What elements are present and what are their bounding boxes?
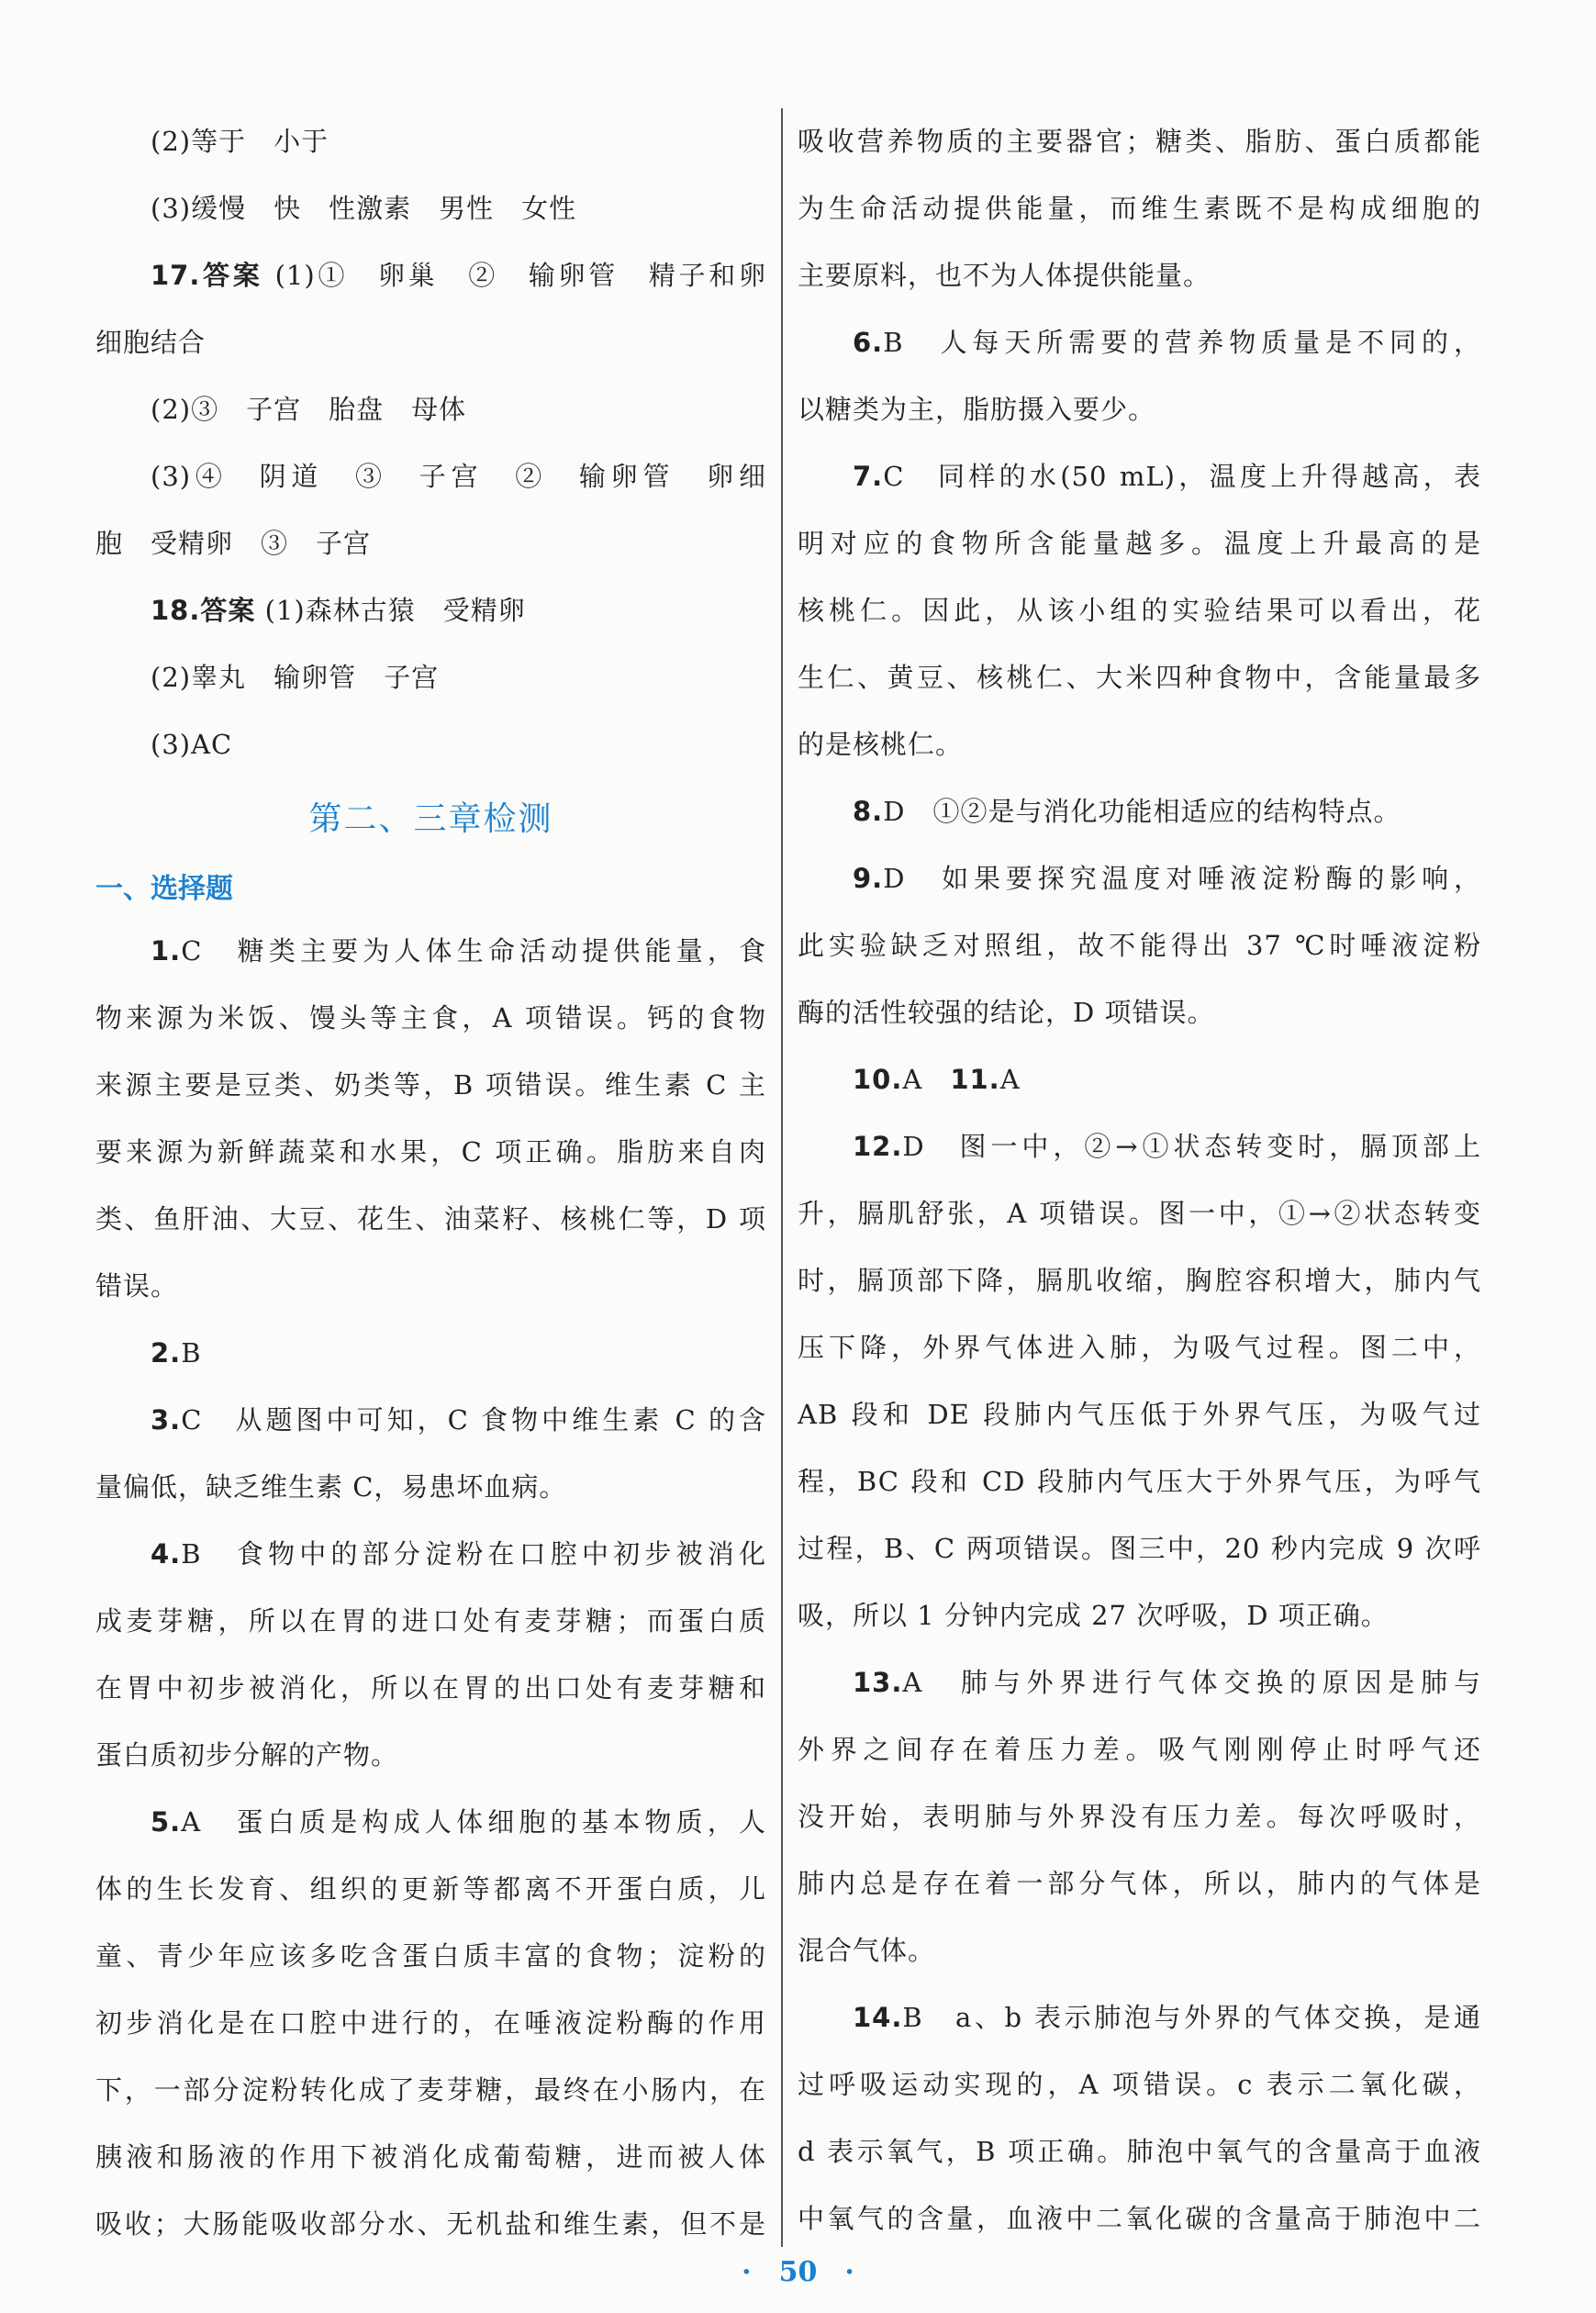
text-line: 外界之间存在着压力差。吸气刚刚停止时呼气还 xyxy=(798,1734,1481,1765)
text-line: (2)等于 小于 xyxy=(151,126,329,157)
text-line: 初步消化是在口腔中进行的，在唾液淀粉酶的作用 xyxy=(95,2007,766,2039)
text-line: 肺内总是存在着一部分气体，所以，肺内的气体是 xyxy=(798,1868,1481,1899)
text: C 同样的水(50 mL)，温度上升得越高，表 xyxy=(883,461,1481,492)
page-number-value: 50 xyxy=(778,2256,818,2288)
text-line: 过呼吸运动实现的，A 项错误。c 表示二氧化碳， xyxy=(798,2069,1481,2100)
text-line: 来源主要是豆类、奶类等，B 项错误。维生素 C 主 xyxy=(95,1069,766,1101)
text-line: 混合气体。 xyxy=(798,1935,936,1966)
page-number xyxy=(0,2256,1596,2288)
text-line: 中氧气的含量，血液中二氧化碳的含量高于肺泡中二 xyxy=(798,2203,1481,2234)
text-line: 升，膈肌舒张，A 项错误。图一中，①→②状态转变 xyxy=(798,1198,1481,1229)
text-line: 胞 受精卵 ③ 子宫 xyxy=(95,528,372,559)
text-line: 体的生长发育、组织的更新等都离不开蛋白质，儿 xyxy=(95,1873,766,1905)
text-line: 的是核桃仁。 xyxy=(798,729,964,760)
question-number: 12. xyxy=(853,1131,903,1162)
question-number: 10. xyxy=(853,1064,903,1095)
question-5 xyxy=(95,1789,766,1856)
text-line: 童、青少年应该多吃含蛋白质丰富的食物；淀粉的 xyxy=(95,1940,766,1972)
question-8 xyxy=(798,778,1481,845)
text: C 糖类主要为人体生命活动提供能量，食 xyxy=(181,935,766,967)
text-line: 过程，B、C 两项错误。图三中，20 秒内完成 9 次呼 xyxy=(798,1533,1481,1564)
text-line: 吸收营养物质的主要器官；糖类、脂肪、蛋白质都能 xyxy=(798,126,1481,157)
text-line: 成麦芽糖，所以在胃的进口处有麦芽糖；而蛋白质 xyxy=(95,1605,766,1637)
question-number: 5. xyxy=(151,1806,182,1838)
left-column xyxy=(95,108,766,2258)
question-4 xyxy=(95,1521,766,1588)
text-line: 量偏低，缺乏维生素 C，易患坏血病。 xyxy=(95,1471,567,1503)
text-line: 下，一部分淀粉转化成了麦芽糖，最终在小肠内，在 xyxy=(95,2074,766,2106)
text: B 食物中的部分淀粉在口腔中初步被消化 xyxy=(181,1538,766,1570)
text-line: 在胃中初步被消化，所以在胃的出口处有麦芽糖和 xyxy=(95,1672,766,1704)
text: D ①②是与消化功能相适应的结构特点。 xyxy=(883,796,1401,827)
question-2 xyxy=(95,1320,766,1387)
question-number: 7. xyxy=(853,461,884,492)
question-number: 1. xyxy=(151,935,182,967)
question-number: 13. xyxy=(853,1667,903,1698)
question-14 xyxy=(798,1984,1481,2051)
text: B a、b 表示肺泡与外界的气体交换，是通 xyxy=(902,2002,1481,2033)
text-line: (2)③ 子宫 胎盘 母体 xyxy=(151,394,467,425)
text-line: 物来源为米饭、馒头等主食，A 项错误。钙的食物 xyxy=(95,1002,766,1034)
bullet-right: · xyxy=(844,2256,854,2288)
text: C 从题图中可知，C 食物中维生素 C 的含 xyxy=(181,1404,766,1436)
question-13 xyxy=(798,1649,1481,1716)
text-line: 为生命活动提供能量，而维生素既不是构成细胞的 xyxy=(798,193,1481,224)
text: D 图一中，②→①状态转变时，膈顶部上 xyxy=(902,1131,1481,1162)
text-line: AB 段和 DE 段肺内气压低于外界气压，为吸气过 xyxy=(798,1399,1481,1430)
question-10-11 xyxy=(798,1046,1481,1113)
text-line: 错误。 xyxy=(95,1270,179,1302)
question-number: 2. xyxy=(151,1337,182,1369)
text-line: 以糖类为主，脂肪摄入要少。 xyxy=(798,394,1156,425)
right-column xyxy=(798,108,1481,2252)
question-number: 17. xyxy=(151,260,201,291)
text-line: (3)缓慢 快 性激素 男性 女性 xyxy=(151,193,577,224)
question-number: 9. xyxy=(853,863,884,894)
text-line: 明对应的食物所含能量越多。温度上升最高的是 xyxy=(798,528,1481,559)
question-number: 4. xyxy=(151,1538,182,1570)
question-number: 14. xyxy=(853,2002,903,2033)
text: A 肺与外界进行气体交换的原因是肺与 xyxy=(902,1667,1481,1698)
text-line: 主要原料，也不为人体提供能量。 xyxy=(798,260,1211,291)
text-line: (2)睾丸 输卵管 子宫 xyxy=(151,662,440,693)
question-number: 11. xyxy=(950,1064,1000,1095)
question-number: 18. xyxy=(151,595,201,626)
question-number: 6. xyxy=(853,327,884,358)
question-12 xyxy=(798,1113,1481,1180)
text-line: 细胞结合 xyxy=(95,327,206,358)
question-9 xyxy=(798,845,1481,912)
text-line: 时，膈顶部下降，膈肌收缩，胸腔容积增大，肺内气 xyxy=(798,1265,1481,1296)
column-divider xyxy=(781,108,783,2247)
text-line: 此实验缺乏对照组，故不能得出 37 ℃时唾液淀粉 xyxy=(798,930,1481,961)
text: A xyxy=(999,1064,1021,1095)
bullet-left: · xyxy=(742,2256,752,2288)
text-line: 程，BC 段和 CD 段肺内气压大于外界气压，为呼气 xyxy=(798,1466,1481,1497)
text-line: d 表示氧气，B 项正确。肺泡中氧气的含量高于血液 xyxy=(798,2136,1481,2167)
question-17 xyxy=(95,242,766,309)
section-title: 第二、三章检测 xyxy=(308,800,553,838)
text: (1)① 卵巢 ② 输卵管 精子和卵 xyxy=(262,260,766,291)
text-line: 吸，所以 1 分钟内完成 27 次呼吸，D 项正确。 xyxy=(798,1600,1389,1631)
text-line: 胰液和肠液的作用下被消化成葡萄糖，进而被人体 xyxy=(95,2141,766,2173)
question-18 xyxy=(95,577,766,644)
text: (1)森林古猿 受精卵 xyxy=(255,595,526,626)
text-line: 压下降，外界气体进入肺，为吸气过程。图二中， xyxy=(798,1332,1481,1363)
text-line: 类、鱼肝油、大豆、花生、油菜籽、核桃仁等，D 项 xyxy=(95,1203,766,1235)
text: B xyxy=(181,1337,202,1369)
text: A 蛋白质是构成人体细胞的基本物质，人 xyxy=(181,1806,766,1838)
answer-label: 答案 xyxy=(200,595,256,626)
text-line: 酶的活性较强的结论，D 项错误。 xyxy=(798,997,1215,1028)
question-6 xyxy=(798,309,1481,376)
text-line: 没开始，表明肺与外界没有压力差。每次呼吸时， xyxy=(798,1801,1481,1832)
text-line: 吸收；大肠能吸收部分水、无机盐和维生素，但不是 xyxy=(95,2208,766,2240)
subsection-title: 一、选择题 xyxy=(95,873,233,905)
text-line: 核桃仁。因此，从该小组的实验结果可以看出，花 xyxy=(798,595,1481,626)
answer-label: 答案 xyxy=(200,260,263,291)
text: A xyxy=(902,1064,951,1095)
question-number: 3. xyxy=(151,1404,182,1436)
text-line: 生仁、黄豆、核桃仁、大米四种食物中，含能量最多 xyxy=(798,662,1481,693)
question-3 xyxy=(95,1387,766,1454)
text-line: (3)④ 阴道 ③ 子宫 ② 输卵管 卵细 xyxy=(151,461,766,492)
question-1 xyxy=(95,918,766,985)
text-line: 要来源为新鲜蔬菜和水果，C 项正确。脂肪来自肉 xyxy=(95,1136,766,1168)
question-number: 8. xyxy=(853,796,884,827)
text-line: (3)AC xyxy=(151,729,233,760)
text: D 如果要探究温度对唾液淀粉酶的影响， xyxy=(883,863,1481,894)
question-7 xyxy=(798,443,1481,510)
text: B 人每天所需要的营养物质量是不同的， xyxy=(883,327,1481,358)
text-line: 蛋白质初步分解的产物。 xyxy=(95,1739,399,1771)
